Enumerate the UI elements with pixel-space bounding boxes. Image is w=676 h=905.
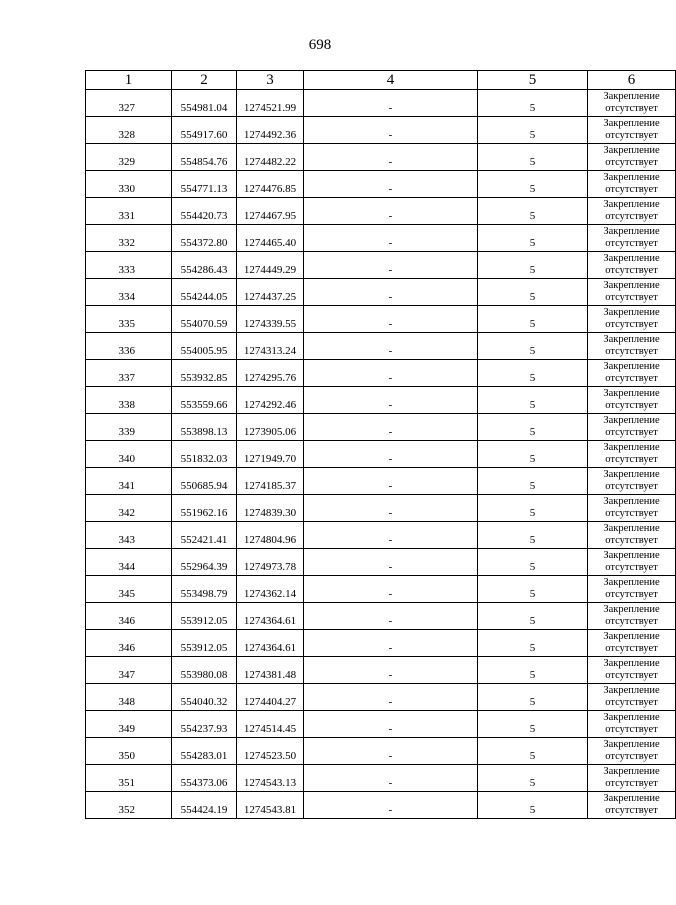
column-header: 5 bbox=[478, 71, 588, 90]
table-row bbox=[86, 387, 676, 414]
fixation-cell: Закрепление отсутствует bbox=[588, 333, 676, 360]
column-5-cell: 5 bbox=[478, 495, 588, 522]
coordinates-table bbox=[85, 70, 676, 819]
x-coordinate-cell: 554283.01 bbox=[172, 738, 237, 765]
column-header: 1 bbox=[86, 71, 172, 90]
table-row bbox=[86, 360, 676, 387]
fixation-cell: Закрепление отсутствует bbox=[588, 279, 676, 306]
x-coordinate-cell: 553898.13 bbox=[172, 414, 237, 441]
point-number-cell: 349 bbox=[86, 711, 172, 738]
x-coordinate-cell: 554981.04 bbox=[172, 90, 237, 117]
point-number-cell: 335 bbox=[86, 306, 172, 333]
y-coordinate-cell: 1274523.50 bbox=[237, 738, 304, 765]
y-coordinate-cell: 1274364.61 bbox=[237, 603, 304, 630]
table-row bbox=[86, 468, 676, 495]
fixation-cell: Закрепление отсутствует bbox=[588, 711, 676, 738]
column-5-cell: 5 bbox=[478, 252, 588, 279]
table-row bbox=[86, 279, 676, 306]
y-coordinate-cell: 1274973.78 bbox=[237, 549, 304, 576]
table-body bbox=[86, 90, 676, 819]
y-coordinate-cell: 1274476.85 bbox=[237, 171, 304, 198]
column-4-cell: - bbox=[304, 117, 478, 144]
table-row bbox=[86, 522, 676, 549]
y-coordinate-cell: 1274514.45 bbox=[237, 711, 304, 738]
column-5-cell: 5 bbox=[478, 360, 588, 387]
y-coordinate-cell: 1274482.22 bbox=[237, 144, 304, 171]
table-row bbox=[86, 684, 676, 711]
table-row bbox=[86, 333, 676, 360]
column-4-cell: - bbox=[304, 360, 478, 387]
table-row bbox=[86, 603, 676, 630]
x-coordinate-cell: 554373.06 bbox=[172, 765, 237, 792]
column-header: 2 bbox=[172, 71, 237, 90]
y-coordinate-cell: 1274465.40 bbox=[237, 225, 304, 252]
y-coordinate-cell: 1274467.95 bbox=[237, 198, 304, 225]
column-4-cell: - bbox=[304, 333, 478, 360]
point-number-cell: 339 bbox=[86, 414, 172, 441]
column-4-cell: - bbox=[304, 144, 478, 171]
table-row bbox=[86, 225, 676, 252]
x-coordinate-cell: 553498.79 bbox=[172, 576, 237, 603]
column-5-cell: 5 bbox=[478, 630, 588, 657]
column-4-cell: - bbox=[304, 603, 478, 630]
table-row bbox=[86, 117, 676, 144]
point-number-cell: 344 bbox=[86, 549, 172, 576]
column-5-cell: 5 bbox=[478, 117, 588, 144]
point-number-cell: 346 bbox=[86, 630, 172, 657]
column-5-cell: 5 bbox=[478, 90, 588, 117]
table-row bbox=[86, 576, 676, 603]
y-coordinate-cell: 1274492.36 bbox=[237, 117, 304, 144]
x-coordinate-cell: 552964.39 bbox=[172, 549, 237, 576]
column-5-cell: 5 bbox=[478, 441, 588, 468]
point-number-cell: 347 bbox=[86, 657, 172, 684]
x-coordinate-cell: 553912.05 bbox=[172, 630, 237, 657]
y-coordinate-cell: 1274839.30 bbox=[237, 495, 304, 522]
table-row bbox=[86, 252, 676, 279]
y-coordinate-cell: 1274804.96 bbox=[237, 522, 304, 549]
table-row bbox=[86, 765, 676, 792]
fixation-cell: Закрепление отсутствует bbox=[588, 306, 676, 333]
x-coordinate-cell: 551832.03 bbox=[172, 441, 237, 468]
column-4-cell: - bbox=[304, 252, 478, 279]
table-row bbox=[86, 414, 676, 441]
y-coordinate-cell: 1274295.76 bbox=[237, 360, 304, 387]
point-number-cell: 340 bbox=[86, 441, 172, 468]
column-5-cell: 5 bbox=[478, 657, 588, 684]
x-coordinate-cell: 554286.43 bbox=[172, 252, 237, 279]
fixation-cell: Закрепление отсутствует bbox=[588, 522, 676, 549]
fixation-cell: Закрепление отсутствует bbox=[588, 225, 676, 252]
fixation-cell: Закрепление отсутствует bbox=[588, 90, 676, 117]
fixation-cell: Закрепление отсутствует bbox=[588, 576, 676, 603]
table-header-row bbox=[86, 71, 676, 90]
fixation-cell: Закрепление отсутствует bbox=[588, 738, 676, 765]
column-4-cell: - bbox=[304, 738, 478, 765]
column-4-cell: - bbox=[304, 90, 478, 117]
fixation-cell: Закрепление отсутствует bbox=[588, 252, 676, 279]
x-coordinate-cell: 551962.16 bbox=[172, 495, 237, 522]
point-number-cell: 337 bbox=[86, 360, 172, 387]
x-coordinate-cell: 554070.59 bbox=[172, 306, 237, 333]
point-number-cell: 333 bbox=[86, 252, 172, 279]
point-number-cell: 352 bbox=[86, 792, 172, 819]
column-5-cell: 5 bbox=[478, 576, 588, 603]
fixation-cell: Закрепление отсутствует bbox=[588, 387, 676, 414]
x-coordinate-cell: 553912.05 bbox=[172, 603, 237, 630]
fixation-cell: Закрепление отсутствует bbox=[588, 684, 676, 711]
table-row bbox=[86, 657, 676, 684]
column-4-cell: - bbox=[304, 495, 478, 522]
column-4-cell: - bbox=[304, 441, 478, 468]
table-row bbox=[86, 441, 676, 468]
y-coordinate-cell: 1274313.24 bbox=[237, 333, 304, 360]
point-number-cell: 350 bbox=[86, 738, 172, 765]
fixation-cell: Закрепление отсутствует bbox=[588, 360, 676, 387]
column-4-cell: - bbox=[304, 792, 478, 819]
y-coordinate-cell: 1274339.55 bbox=[237, 306, 304, 333]
table-row bbox=[86, 549, 676, 576]
fixation-cell: Закрепление отсутствует bbox=[588, 171, 676, 198]
column-header: 4 bbox=[304, 71, 478, 90]
column-4-cell: - bbox=[304, 576, 478, 603]
column-4-cell: - bbox=[304, 711, 478, 738]
y-coordinate-cell: 1271949.70 bbox=[237, 441, 304, 468]
x-coordinate-cell: 554771.13 bbox=[172, 171, 237, 198]
column-5-cell: 5 bbox=[478, 711, 588, 738]
table-row bbox=[86, 90, 676, 117]
fixation-cell: Закрепление отсутствует bbox=[588, 468, 676, 495]
fixation-cell: Закрепление отсутствует bbox=[588, 657, 676, 684]
column-4-cell: - bbox=[304, 171, 478, 198]
column-4-cell: - bbox=[304, 306, 478, 333]
column-4-cell: - bbox=[304, 279, 478, 306]
column-5-cell: 5 bbox=[478, 198, 588, 225]
column-4-cell: - bbox=[304, 225, 478, 252]
column-4-cell: - bbox=[304, 522, 478, 549]
column-4-cell: - bbox=[304, 387, 478, 414]
fixation-cell: Закрепление отсутствует bbox=[588, 198, 676, 225]
point-number-cell: 341 bbox=[86, 468, 172, 495]
fixation-cell: Закрепление отсутствует bbox=[588, 630, 676, 657]
column-4-cell: - bbox=[304, 630, 478, 657]
x-coordinate-cell: 553980.08 bbox=[172, 657, 237, 684]
fixation-cell: Закрепление отсутствует bbox=[588, 414, 676, 441]
column-5-cell: 5 bbox=[478, 306, 588, 333]
point-number-cell: 342 bbox=[86, 495, 172, 522]
point-number-cell: 346 bbox=[86, 603, 172, 630]
column-5-cell: 5 bbox=[478, 387, 588, 414]
fixation-cell: Закрепление отсутствует bbox=[588, 117, 676, 144]
x-coordinate-cell: 554040.32 bbox=[172, 684, 237, 711]
x-coordinate-cell: 554244.05 bbox=[172, 279, 237, 306]
column-5-cell: 5 bbox=[478, 549, 588, 576]
fixation-cell: Закрепление отсутствует bbox=[588, 765, 676, 792]
column-5-cell: 5 bbox=[478, 684, 588, 711]
x-coordinate-cell: 554424.19 bbox=[172, 792, 237, 819]
column-5-cell: 5 bbox=[478, 603, 588, 630]
fixation-cell: Закрепление отсутствует bbox=[588, 495, 676, 522]
column-4-cell: - bbox=[304, 468, 478, 495]
column-5-cell: 5 bbox=[478, 171, 588, 198]
column-4-cell: - bbox=[304, 765, 478, 792]
y-coordinate-cell: 1274364.61 bbox=[237, 630, 304, 657]
x-coordinate-cell: 554372.80 bbox=[172, 225, 237, 252]
column-header: 3 bbox=[237, 71, 304, 90]
y-coordinate-cell: 1274449.29 bbox=[237, 252, 304, 279]
x-coordinate-cell: 552421.41 bbox=[172, 522, 237, 549]
point-number-cell: 351 bbox=[86, 765, 172, 792]
x-coordinate-cell: 554005.95 bbox=[172, 333, 237, 360]
y-coordinate-cell: 1274185.37 bbox=[237, 468, 304, 495]
column-5-cell: 5 bbox=[478, 225, 588, 252]
fixation-cell: Закрепление отсутствует bbox=[588, 792, 676, 819]
point-number-cell: 327 bbox=[86, 90, 172, 117]
y-coordinate-cell: 1274362.14 bbox=[237, 576, 304, 603]
column-5-cell: 5 bbox=[478, 765, 588, 792]
table-row bbox=[86, 198, 676, 225]
point-number-cell: 329 bbox=[86, 144, 172, 171]
point-number-cell: 336 bbox=[86, 333, 172, 360]
table-row bbox=[86, 630, 676, 657]
column-5-cell: 5 bbox=[478, 333, 588, 360]
column-4-cell: - bbox=[304, 657, 478, 684]
x-coordinate-cell: 554237.93 bbox=[172, 711, 237, 738]
column-5-cell: 5 bbox=[478, 792, 588, 819]
table-row bbox=[86, 144, 676, 171]
column-4-cell: - bbox=[304, 198, 478, 225]
point-number-cell: 348 bbox=[86, 684, 172, 711]
y-coordinate-cell: 1273905.06 bbox=[237, 414, 304, 441]
column-5-cell: 5 bbox=[478, 522, 588, 549]
point-number-cell: 338 bbox=[86, 387, 172, 414]
y-coordinate-cell: 1274543.13 bbox=[237, 765, 304, 792]
y-coordinate-cell: 1274543.81 bbox=[237, 792, 304, 819]
fixation-cell: Закрепление отсутствует bbox=[588, 441, 676, 468]
x-coordinate-cell: 550685.94 bbox=[172, 468, 237, 495]
table-row bbox=[86, 306, 676, 333]
table-row bbox=[86, 792, 676, 819]
column-4-cell: - bbox=[304, 549, 478, 576]
y-coordinate-cell: 1274292.46 bbox=[237, 387, 304, 414]
y-coordinate-cell: 1274521.99 bbox=[237, 90, 304, 117]
column-5-cell: 5 bbox=[478, 279, 588, 306]
column-5-cell: 5 bbox=[478, 738, 588, 765]
point-number-cell: 334 bbox=[86, 279, 172, 306]
y-coordinate-cell: 1274381.48 bbox=[237, 657, 304, 684]
point-number-cell: 328 bbox=[86, 117, 172, 144]
fixation-cell: Закрепление отсутствует bbox=[588, 549, 676, 576]
y-coordinate-cell: 1274437.25 bbox=[237, 279, 304, 306]
table-row bbox=[86, 711, 676, 738]
x-coordinate-cell: 553932.85 bbox=[172, 360, 237, 387]
point-number-cell: 331 bbox=[86, 198, 172, 225]
table-row bbox=[86, 495, 676, 522]
column-5-cell: 5 bbox=[478, 468, 588, 495]
fixation-cell: Закрепление отсутствует bbox=[588, 144, 676, 171]
x-coordinate-cell: 554854.76 bbox=[172, 144, 237, 171]
point-number-cell: 332 bbox=[86, 225, 172, 252]
column-4-cell: - bbox=[304, 414, 478, 441]
fixation-cell: Закрепление отсутствует bbox=[588, 603, 676, 630]
column-header: 6 bbox=[588, 71, 676, 90]
column-4-cell: - bbox=[304, 684, 478, 711]
table-row bbox=[86, 738, 676, 765]
page-number: 698 bbox=[308, 37, 332, 53]
x-coordinate-cell: 553559.66 bbox=[172, 387, 237, 414]
table-row bbox=[86, 171, 676, 198]
column-5-cell: 5 bbox=[478, 414, 588, 441]
x-coordinate-cell: 554420.73 bbox=[172, 198, 237, 225]
x-coordinate-cell: 554917.60 bbox=[172, 117, 237, 144]
point-number-cell: 345 bbox=[86, 576, 172, 603]
column-5-cell: 5 bbox=[478, 144, 588, 171]
y-coordinate-cell: 1274404.27 bbox=[237, 684, 304, 711]
point-number-cell: 343 bbox=[86, 522, 172, 549]
point-number-cell: 330 bbox=[86, 171, 172, 198]
